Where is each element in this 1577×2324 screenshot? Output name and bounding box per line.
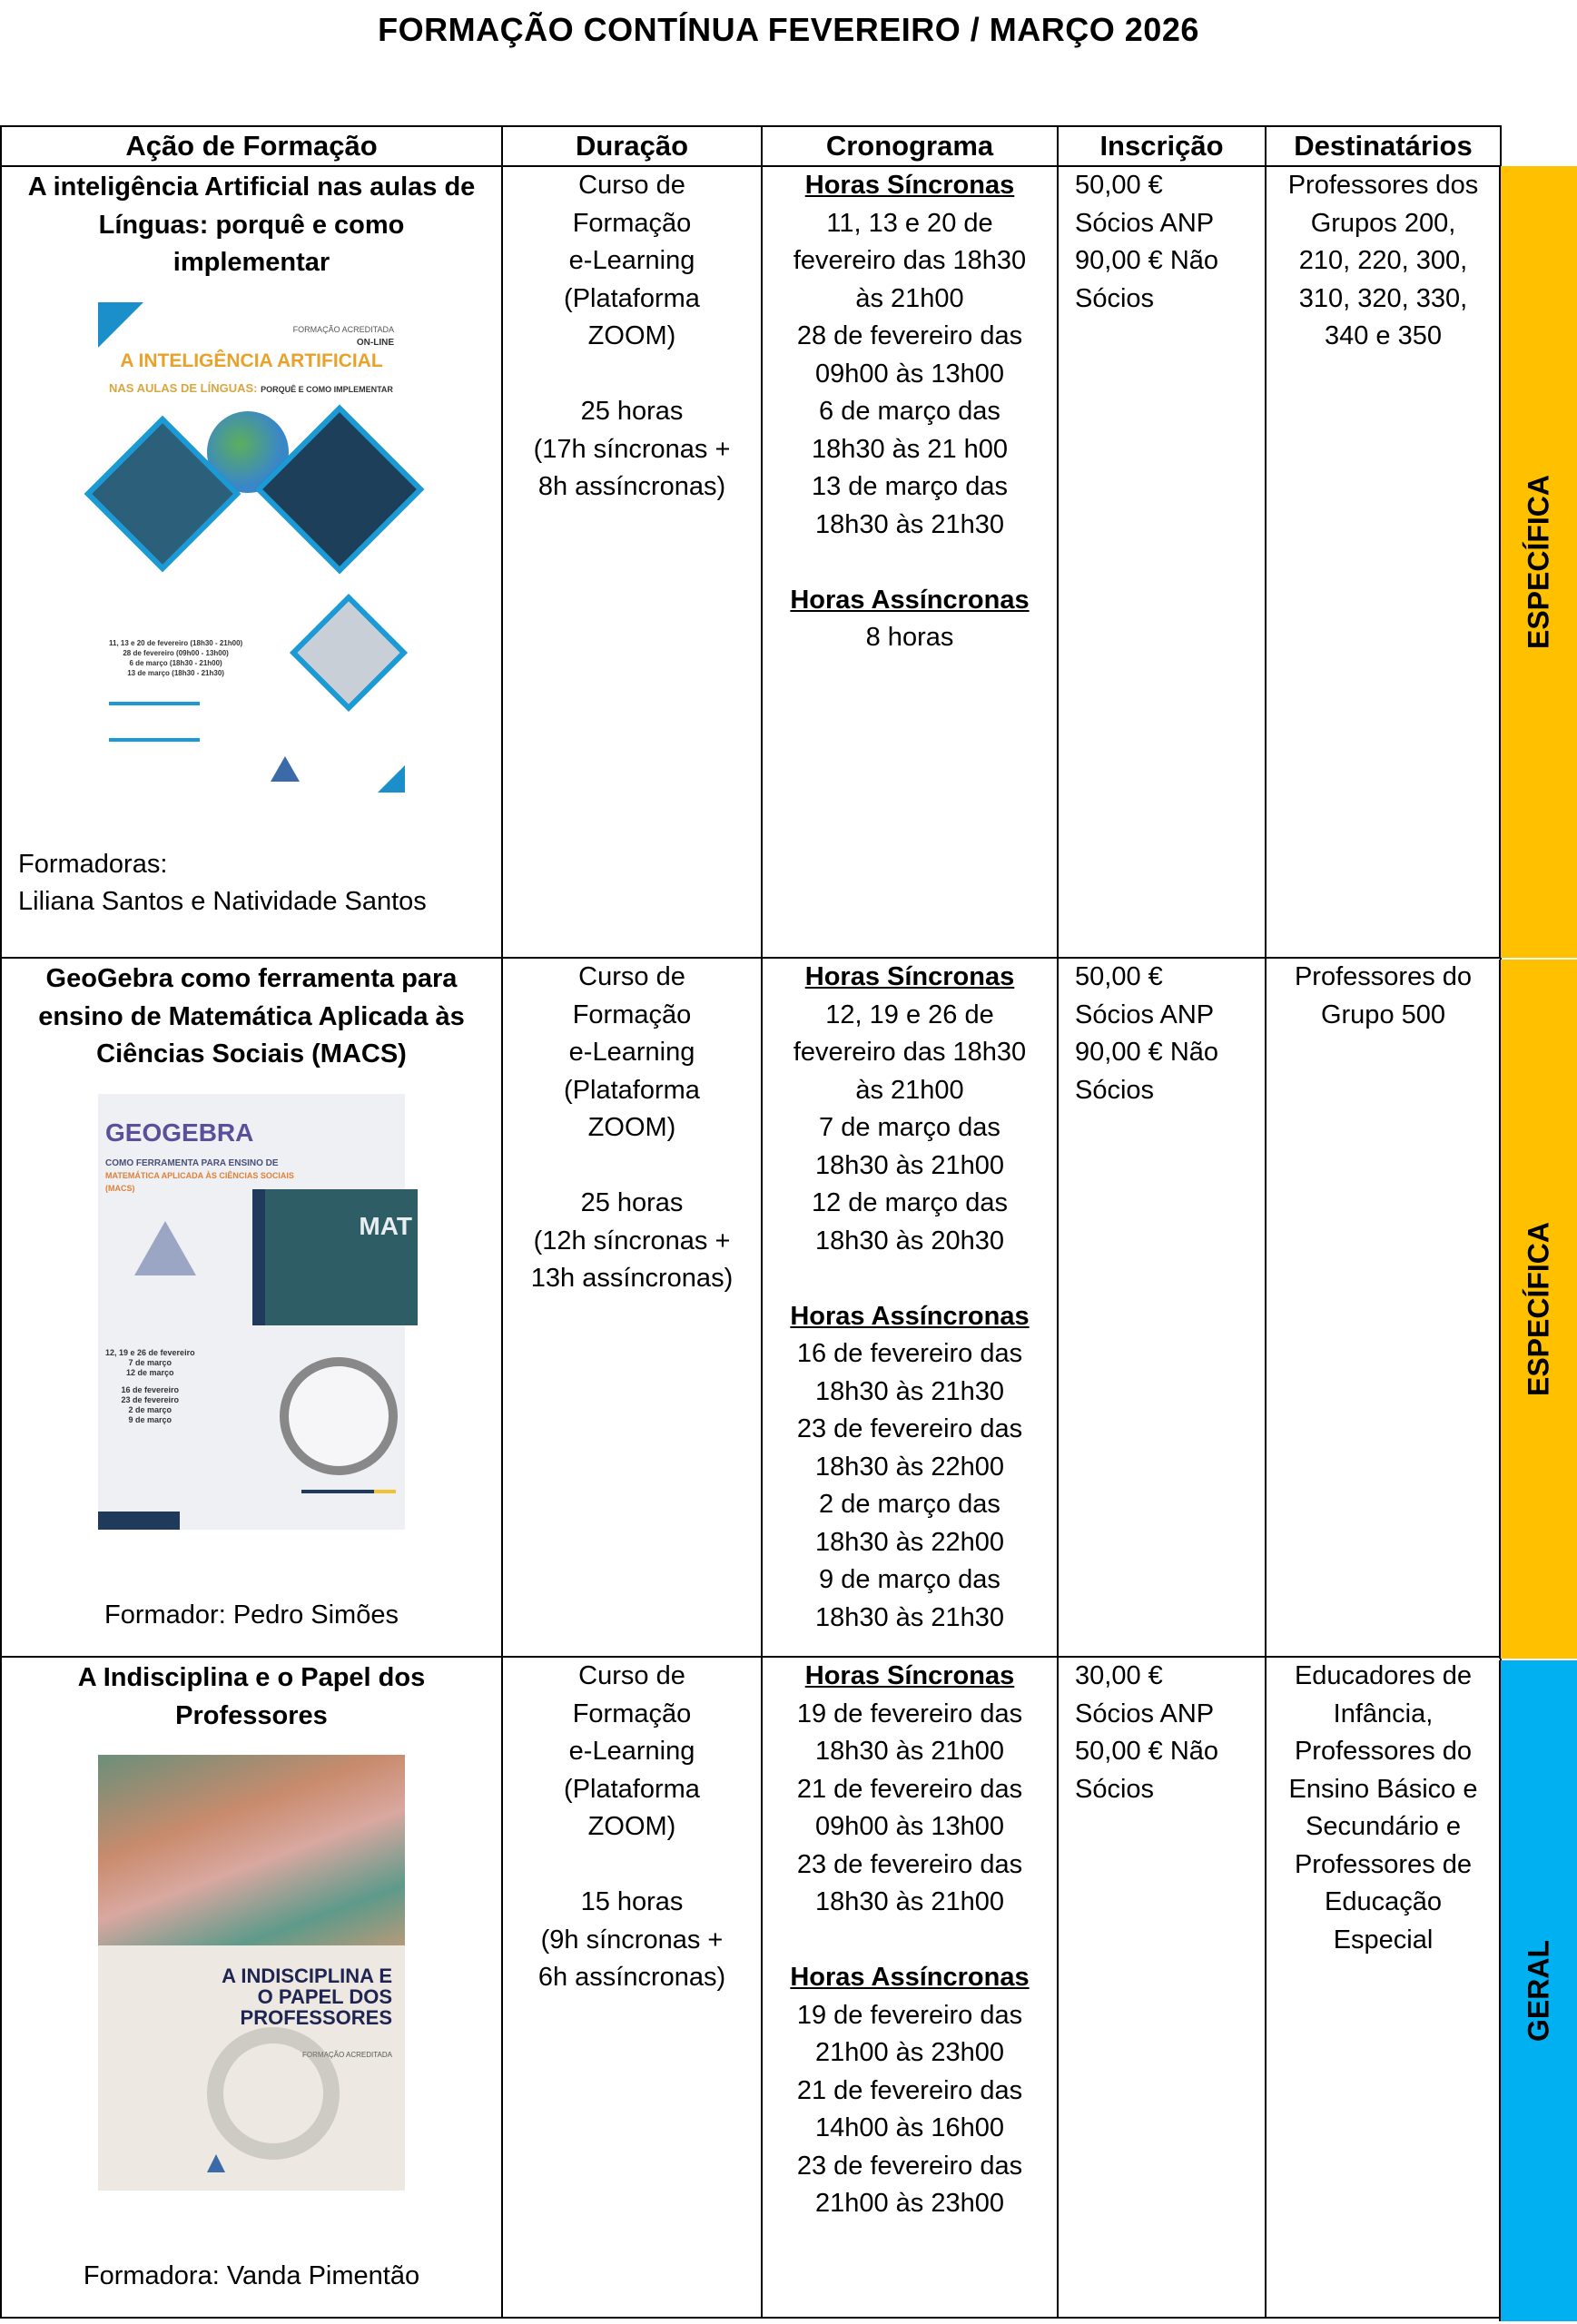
- cell-inscricao: [1058, 958, 1266, 1657]
- schedule-line: 09h00 às 13h00: [814, 359, 1005, 389]
- cell-duracao: [502, 1657, 762, 2318]
- duration-line: 8h assíncronas): [537, 472, 726, 501]
- poster-bottom-bar: [98, 1512, 180, 1530]
- schedule-line: 21 de fevereiro das: [796, 2075, 1023, 2105]
- schedule-line: 18h30 às 20h30: [814, 1226, 1005, 1256]
- poster-bottom-accent: [301, 1490, 396, 1493]
- category-badge: [1499, 166, 1577, 958]
- poster-subhead: COMO FERRAMENTA PARA ENSINO DE: [105, 1157, 279, 1168]
- column-header-cronograma: Cronograma: [762, 126, 1058, 166]
- schedule-line: 18h30 às 22h00: [814, 1527, 1005, 1557]
- course-title-line: Ciências Sociais (MACS): [96, 1039, 407, 1068]
- duration-line: 6h assíncronas): [537, 1963, 726, 1992]
- audience-line: 210, 220, 300,: [1298, 246, 1468, 275]
- cell-cronograma: [762, 958, 1058, 1657]
- schedule-line: às 21h00: [855, 283, 964, 313]
- schedule-line: 6 de março das: [819, 397, 1000, 426]
- cell-cronograma: [762, 1657, 1058, 2318]
- course-poster-image: [98, 302, 405, 793]
- schedule-line: 21h00 às 23h00: [814, 2189, 1005, 2218]
- audience-line: Grupos 200,: [1310, 208, 1456, 238]
- poster-date: 12 de março: [126, 1367, 174, 1377]
- cell-destinatarios: [1266, 958, 1501, 1657]
- category-badge: [1499, 1660, 1577, 2321]
- schedule-line: às 21h00: [855, 1075, 964, 1105]
- duration-line: (9h síncronas +: [540, 1925, 724, 1955]
- trainer-line: Formador: Pedro Simões: [104, 1600, 399, 1630]
- schedule-line: fevereiro das 18h30: [793, 1038, 1027, 1067]
- poster-subhead: FORMAÇÃO ACREDITADA: [302, 2051, 392, 2059]
- poster-subhead-3: (MACS): [105, 1183, 135, 1193]
- poster-headline: A INTELIGÊNCIA ARTIFICIAL: [120, 350, 383, 371]
- column-header-duracao: Duração: [502, 126, 762, 166]
- poster-date: 11, 13 e 20 de fevereiro (18h30 - 21h00): [109, 638, 243, 647]
- poster-date: 28 de fevereiro (09h00 - 13h00): [123, 648, 229, 657]
- table-row: [1, 958, 1501, 1657]
- async-hours-label: Horas Assíncronas: [790, 1301, 1030, 1331]
- course-title-line: Línguas: porquê e como: [98, 210, 405, 240]
- fee-line: Sócios ANP: [1075, 1699, 1215, 1728]
- async-hours-label: Horas Assíncronas: [790, 1963, 1030, 1992]
- course-title: [2, 1658, 501, 1735]
- course-title-line: GeoGebra como ferramenta para: [45, 964, 458, 993]
- course-title-line: implementar: [172, 248, 330, 277]
- cell-cronograma: [762, 166, 1058, 958]
- poster-headline: GEOGEBRA: [105, 1118, 254, 1147]
- poster-date: 2 de março: [128, 1404, 172, 1414]
- schedule-line: 18h30 às 21h30: [814, 509, 1005, 539]
- audience-line: 310, 320, 330,: [1298, 283, 1468, 313]
- fee-line: 50,00 €: [1075, 171, 1163, 200]
- course-poster-image: [98, 1094, 412, 1530]
- schedule-line: 28 de fevereiro das: [796, 321, 1023, 350]
- duration-line: (12h síncronas +: [533, 1226, 731, 1256]
- fee-line: Sócios: [1075, 283, 1155, 313]
- category-label: ESPECÍFICA: [1522, 474, 1555, 650]
- duration-line: Formação: [572, 1000, 692, 1029]
- duration-line: Curso de: [578, 962, 685, 991]
- poster-board-text: MAT: [359, 1211, 412, 1240]
- cell-inscricao: [1058, 1657, 1266, 2318]
- column-header-acao: Ação de Formação: [1, 126, 502, 166]
- schedule-line: 18h30 às 21h00: [814, 1150, 1005, 1180]
- schedule-line: 18h30 às 21 h00: [811, 434, 1009, 464]
- cell-acao: [1, 958, 502, 1657]
- audience-line: Ensino Básico e: [1288, 1774, 1478, 1804]
- fee-line: 90,00 € Não: [1075, 1038, 1219, 1067]
- category-label: ESPECÍFICA: [1522, 1221, 1555, 1397]
- schedule-line: 23 de fevereiro das: [796, 2151, 1023, 2181]
- audience-line: Educação: [1325, 1887, 1442, 1916]
- category-label: GERAL: [1522, 1940, 1555, 2042]
- table-row: [1, 1657, 1501, 2318]
- schedule-line: 18h30 às 21h00: [814, 1887, 1005, 1916]
- cell-inscricao: [1058, 166, 1266, 958]
- fee-line: Sócios ANP: [1075, 208, 1215, 238]
- cell-destinatarios: [1266, 166, 1501, 958]
- schedule-line: 21h00 às 23h00: [814, 2038, 1005, 2067]
- cell-duracao: [502, 958, 762, 1657]
- duration-line: ZOOM): [587, 1812, 676, 1841]
- duration-line: (Plataforma: [564, 1774, 700, 1804]
- poster-corner-shape: [98, 302, 143, 348]
- duration-line: 25 horas: [580, 397, 684, 426]
- schedule-line: 19 de fevereiro das: [796, 2000, 1023, 2030]
- audience-line: Professores dos: [1287, 171, 1479, 200]
- poster-logo-icon: [134, 1221, 196, 1275]
- schedule-line: 12, 19 e 26 de: [825, 1000, 994, 1029]
- poster-date: 12, 19 e 26 de fevereiro: [105, 1347, 195, 1357]
- trainer-name: [2, 1597, 501, 1634]
- schedule-spacer: [763, 1260, 1057, 1298]
- schedule-line: 21 de fevereiro das: [796, 1774, 1023, 1804]
- sync-hours-label: Horas Síncronas: [804, 962, 1015, 991]
- schedule-line: 14h00 às 16h00: [814, 2113, 1005, 2142]
- duration-line: [503, 1846, 761, 1885]
- poster-board-image: [252, 1189, 418, 1325]
- schedule-line: 18h30 às 21h30: [814, 1602, 1005, 1632]
- schedule-spacer: [763, 1922, 1057, 1960]
- table-header-row: [1, 126, 1501, 166]
- schedule-line: 12 de março das: [811, 1188, 1008, 1217]
- poster-dates: [105, 1348, 195, 1425]
- table-row: [1, 166, 1501, 958]
- poster-mode: ON-LINE: [356, 337, 394, 348]
- trainer-line: Liliana Santos e Natividade Santos: [18, 887, 427, 916]
- training-table: [0, 125, 1502, 2319]
- trainer-line: Formadoras:: [18, 850, 168, 879]
- course-title-line: A Indisciplina e o Papel dos: [77, 1663, 426, 1692]
- duration-line: e-Learning: [568, 1737, 695, 1766]
- fee-line: 50,00 € Não: [1075, 1737, 1219, 1766]
- schedule-line: 09h00 às 13h00: [814, 1812, 1005, 1841]
- course-title: [2, 167, 501, 282]
- fee-line: 30,00 €: [1075, 1661, 1163, 1690]
- page-title: FORMAÇÃO CONTÍNUA FEVEREIRO / MARÇO 2026: [378, 11, 1199, 48]
- schedule-line: 11, 13 e 20 de: [826, 208, 993, 238]
- poster-logo-icon: [271, 756, 300, 782]
- poster-subhead: [109, 369, 393, 409]
- poster-divider: [109, 738, 200, 742]
- audience-line: Grupo 500: [1320, 1000, 1446, 1029]
- fee-line: 90,00 € Não: [1075, 246, 1219, 275]
- schedule-line: 7 de março das: [819, 1113, 1000, 1142]
- sync-hours-label: Horas Síncronas: [804, 1661, 1015, 1690]
- audience-line: Professores do: [1294, 1737, 1473, 1766]
- schedule-line: 18h30 às 21h00: [814, 1737, 1005, 1766]
- column-header-inscricao: Inscrição: [1058, 126, 1266, 166]
- poster-tag: FORMAÇÃO ACREDITADA: [292, 324, 394, 334]
- poster-network-circle: [280, 1357, 398, 1475]
- poster-corner-shape: [378, 765, 405, 793]
- duration-line: 15 horas: [580, 1887, 684, 1916]
- duration-line: Formação: [572, 208, 692, 238]
- duration-line: (17h síncronas +: [533, 434, 731, 464]
- async-hours-label: Horas Assíncronas: [790, 585, 1030, 615]
- sync-hours-label: Horas Síncronas: [804, 171, 1015, 200]
- poster-headline: A INDISCIPLINA E O PAPEL DOS PROFESSORES: [222, 1965, 392, 2029]
- duration-line: 13h assíncronas): [530, 1264, 734, 1293]
- audience-line: Educadores de: [1294, 1661, 1473, 1690]
- poster-logo-icon: [207, 2154, 225, 2172]
- course-title-line: Professores: [175, 1700, 328, 1730]
- fee-line: Sócios: [1075, 1774, 1155, 1804]
- cell-destinatarios: [1266, 1657, 1501, 2318]
- cell-duracao: [502, 166, 762, 958]
- poster-date: 9 de março: [128, 1414, 172, 1424]
- poster-date: 6 de março (18h30 - 21h00): [129, 658, 222, 667]
- poster-subhead-b: PORQUÊ E COMO IMPLEMENTAR: [261, 384, 393, 394]
- course-title-line: A inteligência Artificial nas aulas de: [27, 172, 476, 202]
- duration-line: Curso de: [578, 171, 685, 200]
- audience-line: Professores do: [1294, 962, 1473, 991]
- duration-line: e-Learning: [568, 246, 695, 275]
- audience-line: Professores de: [1294, 1849, 1473, 1879]
- duration-line: Formação: [572, 1699, 692, 1728]
- audience-line: 340 e 350: [1324, 321, 1442, 350]
- duration-line: e-Learning: [568, 1038, 695, 1067]
- duration-line: ZOOM): [587, 321, 676, 350]
- schedule-line: 23 de fevereiro das: [796, 1414, 1023, 1443]
- schedule-line: 13 de março das: [811, 472, 1008, 501]
- duration-line: (Plataforma: [564, 283, 700, 313]
- schedule-line: 19 de fevereiro das: [796, 1699, 1023, 1728]
- course-title-line: ensino de Matemática Aplicada às: [38, 1001, 465, 1031]
- column-header-destinatarios: Destinatários: [1266, 126, 1501, 166]
- category-badge: [1499, 960, 1577, 1659]
- poster-photo: [98, 1755, 405, 1945]
- duration-line: ZOOM): [587, 1113, 676, 1142]
- duration-line: [503, 356, 761, 394]
- schedule-line: 18h30 às 22h00: [814, 1452, 1005, 1482]
- course-title: [2, 959, 501, 1074]
- schedule-line: fevereiro das 18h30: [793, 246, 1027, 275]
- fee-line: 50,00 €: [1075, 962, 1163, 991]
- poster-subhead-2: MATEMÁTICA APLICADA ÀS CIÊNCIAS SOCIAIS: [105, 1170, 294, 1180]
- audience-line: Infância,: [1333, 1699, 1434, 1728]
- poster-divider: [109, 702, 200, 705]
- poster-dates: [109, 638, 242, 678]
- fee-line: Sócios ANP: [1075, 1000, 1215, 1029]
- duration-line: [503, 1147, 761, 1186]
- duration-line: Curso de: [578, 1661, 685, 1690]
- schedule-line: 9 de março das: [819, 1565, 1000, 1594]
- schedule-line: 2 de março das: [819, 1490, 1000, 1519]
- course-poster-image: [98, 1755, 405, 2191]
- trainer-name: [2, 2258, 501, 2295]
- poster-subhead-a: NAS AULAS DE LÍNGUAS:: [109, 380, 258, 395]
- audience-line: Secundário e: [1306, 1812, 1461, 1841]
- poster-date: 7 de março: [128, 1357, 172, 1367]
- schedule-spacer: [763, 544, 1057, 582]
- poster-robot-image: [290, 593, 408, 711]
- poster-date: 16 de fevereiro: [121, 1384, 180, 1394]
- duration-line: (Plataforma: [564, 1075, 700, 1105]
- schedule-line: 8 horas: [865, 623, 954, 652]
- trainer-line: Formadora: Vanda Pimentão: [83, 2261, 420, 2290]
- cell-acao: [1, 166, 502, 958]
- poster-date: 13 de março (18h30 - 21h30): [127, 668, 224, 677]
- poster-watermark-e: [207, 2027, 340, 2160]
- audience-line: Especial: [1333, 1925, 1434, 1955]
- schedule-line: 23 de fevereiro das: [796, 1849, 1023, 1879]
- poster-date: 23 de fevereiro: [121, 1394, 180, 1404]
- duration-line: 25 horas: [580, 1188, 684, 1217]
- trainer-name: [2, 846, 501, 921]
- schedule-line: 16 de fevereiro das: [796, 1339, 1023, 1368]
- schedule-line: 18h30 às 21h30: [814, 1376, 1005, 1406]
- fee-line: Sócios: [1075, 1075, 1155, 1105]
- cell-acao: [1, 1657, 502, 2318]
